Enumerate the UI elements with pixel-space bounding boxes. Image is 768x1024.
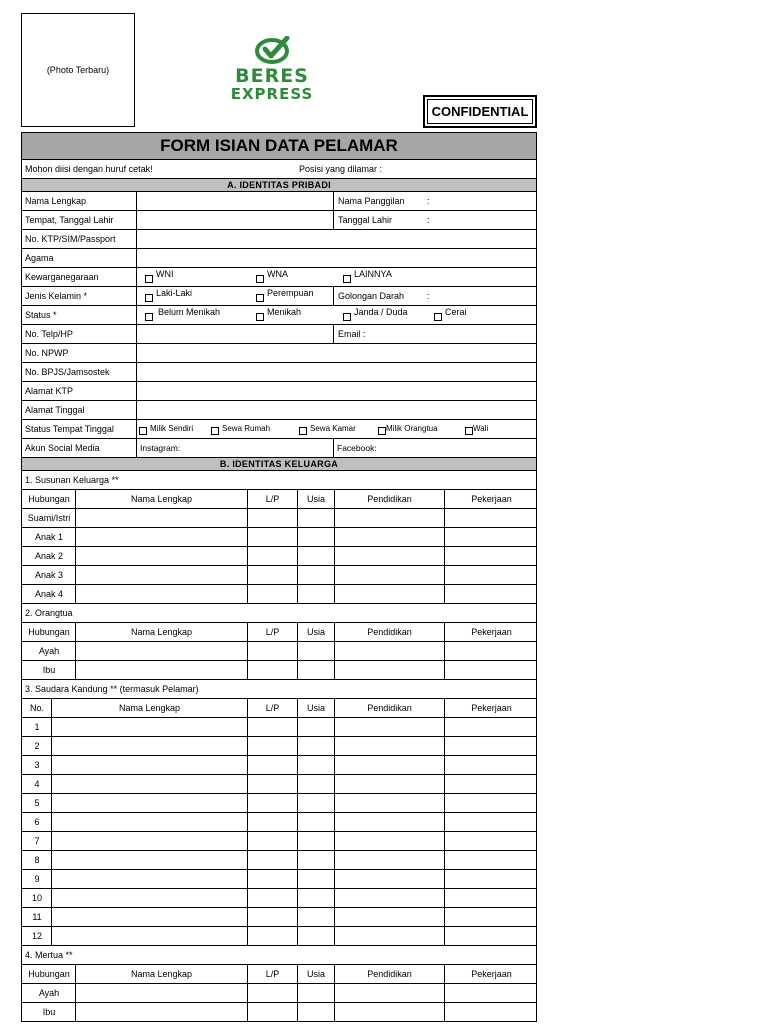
- janda-duda-option[interactable]: Janda / Duda: [343, 306, 408, 324]
- belum-menikah-option[interactable]: Belum Menikah: [145, 306, 220, 324]
- table-cell-input[interactable]: [335, 832, 444, 850]
- table-cell-input[interactable]: [76, 547, 247, 565]
- checkbox-icon[interactable]: [378, 427, 386, 435]
- table-cell-input[interactable]: [445, 775, 538, 793]
- table-row: [21, 661, 537, 680]
- table-cell-input[interactable]: [52, 927, 247, 945]
- column-header: Pekerjaan: [471, 703, 512, 713]
- form-row: [21, 420, 537, 439]
- table-cell-input[interactable]: [335, 585, 444, 603]
- table-cell-input[interactable]: [335, 737, 444, 755]
- table-cell-input[interactable]: [248, 927, 297, 945]
- milik-sendiri-option[interactable]: Milik Sendiri: [139, 420, 193, 438]
- table-cell-input[interactable]: [335, 927, 444, 945]
- subsection-title: 2. Orangtua: [25, 608, 73, 618]
- form-row: [21, 382, 537, 401]
- agama-input[interactable]: [137, 249, 536, 267]
- table-row: [21, 908, 537, 927]
- table-cell-input[interactable]: [52, 851, 247, 869]
- table-cell-input[interactable]: [298, 661, 334, 679]
- table-row: [21, 832, 537, 851]
- field-label: No. NPWP: [25, 348, 69, 358]
- table-row: [21, 718, 537, 737]
- form-row: [21, 249, 537, 268]
- row-label: Ibu: [42, 665, 56, 675]
- table-cell-input[interactable]: [298, 889, 334, 907]
- table-cell-input[interactable]: [248, 851, 297, 869]
- table-cell-input[interactable]: [298, 813, 334, 831]
- perempuan-option[interactable]: Perempuan: [256, 287, 314, 305]
- table-cell-input[interactable]: [335, 775, 444, 793]
- table-cell-input[interactable]: [248, 908, 297, 926]
- table-cell-input[interactable]: [248, 566, 297, 584]
- logo-word-2: EXPRESS: [230, 85, 314, 103]
- telp-input[interactable]: [137, 325, 333, 343]
- colon: :: [427, 291, 430, 301]
- form-row: [21, 306, 537, 325]
- table-cell-input[interactable]: [298, 528, 334, 546]
- row-label: Anak 3: [34, 570, 64, 580]
- wali-option[interactable]: Wali: [465, 420, 488, 438]
- form-row: [21, 192, 537, 211]
- npwp-input[interactable]: [137, 344, 536, 362]
- table-cell-input[interactable]: [298, 908, 334, 926]
- lainnya-option[interactable]: LAINNYA: [343, 268, 392, 286]
- table-cell-input[interactable]: [298, 566, 334, 584]
- tanggal-lahir-input[interactable]: [434, 211, 536, 229]
- form-row: [21, 344, 537, 363]
- table-row: [21, 566, 537, 585]
- table-cell-input[interactable]: [445, 889, 538, 907]
- table-cell-input[interactable]: [76, 661, 247, 679]
- photo-placeholder[interactable]: [21, 13, 135, 127]
- bpjs-input[interactable]: [137, 363, 536, 381]
- table-cell-input[interactable]: [445, 547, 538, 565]
- row-label: 11: [32, 912, 42, 922]
- table-cell-input[interactable]: [335, 718, 444, 736]
- table-cell-input[interactable]: [335, 547, 444, 565]
- table-cell-input[interactable]: [298, 642, 334, 660]
- row-label: Ayah: [38, 646, 60, 656]
- column-header: L/P: [265, 627, 280, 637]
- field-label: Alamat KTP: [25, 386, 74, 396]
- field-label: Status *: [25, 310, 57, 320]
- section-b-header: B. IDENTITAS KELUARGA: [21, 458, 537, 471]
- alamat-tinggal-input[interactable]: [137, 401, 536, 419]
- table-cell-input[interactable]: [335, 1003, 444, 1021]
- table-row: [21, 509, 537, 528]
- table-row: [21, 889, 537, 908]
- column-header: Hubungan: [28, 627, 70, 637]
- table-cell-input[interactable]: [445, 756, 538, 774]
- wna-option[interactable]: WNA: [256, 268, 288, 286]
- column-header: Usia: [306, 627, 325, 637]
- table-cell-input[interactable]: [248, 509, 297, 527]
- field-label: Golongan Darah: [338, 291, 405, 301]
- table-row: [21, 756, 537, 775]
- tempat-lahir-input[interactable]: [137, 211, 333, 229]
- table-row: [21, 851, 537, 870]
- table-cell-input[interactable]: [298, 927, 334, 945]
- form-row: [21, 363, 537, 382]
- table-cell-input[interactable]: [248, 737, 297, 755]
- field-label: No. Telp/HP: [25, 329, 73, 339]
- checkbox-icon[interactable]: [256, 294, 264, 302]
- checkbox-icon[interactable]: [343, 275, 351, 283]
- table-cell-input[interactable]: [76, 1003, 247, 1021]
- table-cell-input[interactable]: [335, 889, 444, 907]
- column-header: No.: [29, 703, 44, 713]
- table-cell-input[interactable]: [445, 832, 538, 850]
- column-header: Pekerjaan: [471, 494, 512, 504]
- table-row: [21, 984, 537, 1003]
- row-label: 8: [34, 855, 40, 865]
- checkbox-icon[interactable]: [145, 294, 153, 302]
- table-cell-input[interactable]: [445, 984, 538, 1002]
- column-header: Pendidikan: [367, 494, 412, 504]
- position-label: Posisi yang dilamar :: [299, 164, 383, 174]
- photo-label: (Photo Terbaru): [46, 65, 110, 75]
- table-cell-input[interactable]: [248, 775, 297, 793]
- checkbox-icon[interactable]: [139, 427, 147, 435]
- row-label: 12: [31, 931, 42, 941]
- table-cell-input[interactable]: [52, 889, 247, 907]
- checkmark-logo-icon: [253, 36, 291, 66]
- form-row: [21, 439, 537, 458]
- row-label: 2: [34, 741, 40, 751]
- table-cell-input[interactable]: [76, 585, 247, 603]
- instruction-text: Mohon diisi dengan huruf cetak!: [25, 164, 153, 174]
- column-header: Hubungan: [28, 494, 70, 504]
- menikah-option[interactable]: Menikah: [256, 306, 301, 324]
- table-cell-input[interactable]: [52, 737, 247, 755]
- instagram-field[interactable]: Instagram:: [140, 443, 181, 453]
- alamat-ktp-input[interactable]: [137, 382, 536, 400]
- row-label: Ibu: [42, 1007, 56, 1017]
- table-cell-input[interactable]: [248, 528, 297, 546]
- table-cell-input[interactable]: [248, 585, 297, 603]
- table-cell-input[interactable]: [248, 984, 297, 1002]
- table-cell-input[interactable]: [445, 794, 538, 812]
- checkbox-icon[interactable]: [256, 313, 264, 321]
- table-cell-input[interactable]: [335, 813, 444, 831]
- form-row: [21, 211, 537, 230]
- form-row: [21, 268, 537, 287]
- column-header: L/P: [265, 969, 280, 979]
- column-header: Nama Lengkap: [130, 494, 193, 504]
- table-header-row: [21, 699, 537, 718]
- table-cell-input[interactable]: [76, 566, 247, 584]
- checkbox-icon[interactable]: [343, 313, 351, 321]
- table-cell-input[interactable]: [52, 813, 247, 831]
- table-cell-input[interactable]: [445, 585, 538, 603]
- row-label: Anak 4: [34, 589, 64, 599]
- subsection-title-row: [21, 946, 537, 965]
- table-row: [21, 813, 537, 832]
- column-header: Pendidikan: [367, 969, 412, 979]
- milik-orangtua-option[interactable]: Milik Orangtua: [378, 420, 438, 438]
- table-cell-input[interactable]: [52, 832, 247, 850]
- table-cell-input[interactable]: [248, 870, 297, 888]
- row-label: 10: [31, 893, 42, 903]
- row-label: Anak 2: [34, 551, 64, 561]
- field-label: Tempat, Tanggal Lahir: [25, 215, 114, 225]
- row-label: 7: [34, 836, 40, 846]
- column-header: Nama Lengkap: [118, 703, 181, 713]
- subsection-title-row: [21, 680, 537, 699]
- subsection-title: 4. Mertua **: [25, 950, 73, 960]
- nama-panggilan-input[interactable]: [434, 192, 536, 210]
- table-header-row: [21, 623, 537, 642]
- field-label: Nama Panggilan: [338, 196, 405, 206]
- table-cell-input[interactable]: [76, 642, 247, 660]
- table-cell-input[interactable]: [52, 794, 247, 812]
- column-header: Nama Lengkap: [130, 969, 193, 979]
- colon: :: [427, 215, 430, 225]
- company-logo: [212, 36, 332, 116]
- applicant-form: [21, 132, 537, 1022]
- table-cell-input[interactable]: [52, 756, 247, 774]
- column-header: Nama Lengkap: [130, 627, 193, 637]
- subsection-title: 3. Saudara Kandung ** (termasuk Pelamar): [25, 684, 199, 694]
- checkbox-icon[interactable]: [434, 313, 442, 321]
- column-header: Usia: [306, 703, 325, 713]
- table-cell-input[interactable]: [298, 547, 334, 565]
- checkbox-icon[interactable]: [211, 427, 219, 435]
- row-label: 4: [34, 779, 40, 789]
- table-cell-input[interactable]: [445, 642, 538, 660]
- sewa-rumah-option[interactable]: Sewa Rumah: [211, 420, 270, 438]
- table-cell-input[interactable]: [76, 509, 247, 527]
- table-cell-input[interactable]: [445, 927, 538, 945]
- table-cell-input[interactable]: [445, 1003, 538, 1021]
- column-header: L/P: [265, 494, 280, 504]
- column-header: Usia: [306, 494, 325, 504]
- table-cell-input[interactable]: [445, 566, 538, 584]
- table-cell-input[interactable]: [248, 832, 297, 850]
- table-cell-input[interactable]: [298, 718, 334, 736]
- table-cell-input[interactable]: [248, 1003, 297, 1021]
- field-label: No. BPJS/Jamsostek: [25, 367, 110, 377]
- table-cell-input[interactable]: [445, 737, 538, 755]
- row-label: Suami/Istri: [27, 513, 71, 523]
- table-cell-input[interactable]: [335, 908, 444, 926]
- table-row: [21, 585, 537, 604]
- field-label: Jenis Kelamin *: [25, 291, 88, 301]
- field-label: Alamat Tinggal: [25, 405, 85, 415]
- section-a-header: A. IDENTITAS PRIBADI: [21, 179, 537, 192]
- table-cell-input[interactable]: [298, 756, 334, 774]
- table-cell-input[interactable]: [248, 813, 297, 831]
- table-row: [21, 870, 537, 889]
- laki-laki-option[interactable]: Laki-Laki: [145, 287, 192, 305]
- field-label: Tanggal Lahir: [338, 215, 393, 225]
- row-label: 3: [34, 760, 40, 770]
- sewa-kamar-option[interactable]: Sewa Kamar: [299, 420, 356, 438]
- table-cell-input[interactable]: [335, 509, 444, 527]
- confidential-stamp: [423, 95, 537, 128]
- form-row: [21, 401, 537, 420]
- table-cell-input[interactable]: [298, 851, 334, 869]
- table-cell-input[interactable]: [76, 984, 247, 1002]
- field-label: Status Tempat Tinggal: [25, 424, 114, 434]
- table-cell-input[interactable]: [335, 661, 444, 679]
- table-cell-input[interactable]: [445, 908, 538, 926]
- column-header: Pendidikan: [367, 703, 412, 713]
- column-header: Pekerjaan: [471, 969, 512, 979]
- field-label: Kewarganegaraan: [25, 272, 99, 282]
- table-cell-input[interactable]: [52, 775, 247, 793]
- position-field[interactable]: [407, 160, 536, 178]
- table-cell-input[interactable]: [298, 832, 334, 850]
- table-cell-input[interactable]: [248, 889, 297, 907]
- table-row: [21, 794, 537, 813]
- table-cell-input[interactable]: [335, 528, 444, 546]
- table-cell-input[interactable]: [445, 528, 538, 546]
- table-cell-input[interactable]: [248, 718, 297, 736]
- subsection-title-row: [21, 471, 537, 490]
- intro-row: [21, 160, 537, 179]
- form-title: FORM ISIAN DATA PELAMAR: [21, 132, 537, 160]
- table-row: [21, 737, 537, 756]
- row-label: Ayah: [38, 988, 60, 998]
- family-tables: [21, 471, 537, 1022]
- column-header: Usia: [306, 969, 325, 979]
- column-header: L/P: [265, 703, 280, 713]
- table-cell-input[interactable]: [335, 794, 444, 812]
- table-cell-input[interactable]: [248, 661, 297, 679]
- table-cell-input[interactable]: [335, 566, 444, 584]
- table-cell-input[interactable]: [52, 718, 247, 736]
- table-cell-input[interactable]: [248, 547, 297, 565]
- table-cell-input[interactable]: [248, 642, 297, 660]
- table-cell-input[interactable]: [445, 509, 538, 527]
- table-cell-input[interactable]: [76, 528, 247, 546]
- table-cell-input[interactable]: [445, 870, 538, 888]
- column-header: Pekerjaan: [471, 627, 512, 637]
- table-cell-input[interactable]: [298, 794, 334, 812]
- golongan-darah-input[interactable]: [434, 287, 536, 305]
- table-cell-input[interactable]: [445, 718, 538, 736]
- field-label: No. KTP/SIM/Passport: [25, 234, 116, 244]
- row-label: 9: [34, 874, 40, 884]
- subsection-title: 1. Susunan Keluarga **: [25, 475, 119, 485]
- column-header: Pendidikan: [367, 627, 412, 637]
- table-row: [21, 547, 537, 566]
- table-cell-input[interactable]: [445, 813, 538, 831]
- colon: :: [427, 196, 430, 206]
- table-cell-input[interactable]: [298, 984, 334, 1002]
- table-cell-input[interactable]: [52, 908, 247, 926]
- facebook-field[interactable]: Facebook:: [337, 443, 377, 453]
- field-label: Email :: [338, 329, 366, 339]
- table-cell-input[interactable]: [298, 870, 334, 888]
- logo-word-1: BERES: [235, 65, 309, 87]
- form-row: [21, 230, 537, 249]
- table-cell-input[interactable]: [335, 756, 444, 774]
- checkbox-icon[interactable]: [465, 427, 473, 435]
- form-row: [21, 287, 537, 306]
- table-cell-input[interactable]: [335, 984, 444, 1002]
- nama-lengkap-input[interactable]: [137, 192, 333, 210]
- checkbox-icon[interactable]: [256, 275, 264, 283]
- table-cell-input[interactable]: [298, 775, 334, 793]
- table-cell-input[interactable]: [445, 661, 538, 679]
- table-cell-input[interactable]: [248, 756, 297, 774]
- table-cell-input[interactable]: [335, 642, 444, 660]
- subsection-title-row: [21, 604, 537, 623]
- checkbox-icon[interactable]: [145, 313, 153, 321]
- table-row: [21, 642, 537, 661]
- table-row: [21, 775, 537, 794]
- table-cell-input[interactable]: [445, 851, 538, 869]
- table-header-row: [21, 490, 537, 509]
- table-cell-input[interactable]: [298, 509, 334, 527]
- table-row: [21, 927, 537, 946]
- column-header: Hubungan: [28, 969, 70, 979]
- ktp-input[interactable]: [137, 230, 536, 248]
- table-cell-input[interactable]: [335, 851, 444, 869]
- table-cell-input[interactable]: [298, 737, 334, 755]
- table-cell-input[interactable]: [298, 1003, 334, 1021]
- wni-option[interactable]: WNI: [145, 268, 174, 286]
- table-row: [21, 528, 537, 547]
- table-cell-input[interactable]: [335, 870, 444, 888]
- field-label: Nama Lengkap: [25, 196, 87, 206]
- row-label: 5: [34, 798, 40, 808]
- email-input[interactable]: [395, 325, 536, 343]
- cerai-option[interactable]: Cerai: [434, 306, 467, 324]
- table-row: [21, 1003, 537, 1022]
- checkbox-icon[interactable]: [145, 275, 153, 283]
- table-cell-input[interactable]: [52, 870, 247, 888]
- table-cell-input[interactable]: [298, 585, 334, 603]
- row-label: Anak 1: [34, 532, 64, 542]
- field-label: Agama: [25, 253, 54, 263]
- row-label: 6: [34, 817, 40, 827]
- confidential-label: CONFIDENTIAL: [427, 99, 533, 124]
- checkbox-icon[interactable]: [299, 427, 307, 435]
- table-header-row: [21, 965, 537, 984]
- form-row: [21, 325, 537, 344]
- table-cell-input[interactable]: [248, 794, 297, 812]
- field-label: Akun Social Media: [25, 443, 100, 453]
- row-label: 1: [34, 722, 40, 732]
